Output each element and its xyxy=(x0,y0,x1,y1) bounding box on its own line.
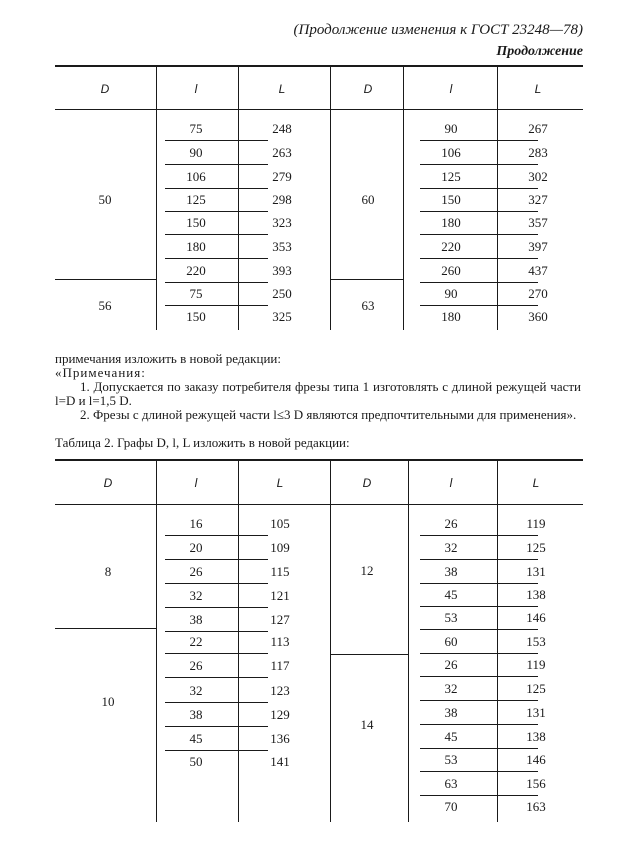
row-rule xyxy=(165,164,268,165)
length-l-cell: 60 xyxy=(444,634,458,649)
length-l-cell: 180 xyxy=(441,215,461,230)
length-L-cell: 123 xyxy=(270,683,290,698)
table-header-rule xyxy=(55,109,583,110)
text-notes-heading: «Примечания: xyxy=(55,365,146,380)
row-rule xyxy=(420,234,538,235)
row-rule xyxy=(420,724,538,725)
row-rule xyxy=(420,629,538,630)
length-l-cell: 32 xyxy=(189,683,203,698)
row-rule xyxy=(165,258,268,259)
length-L-cell: 113 xyxy=(270,634,290,649)
length-l-cell: 180 xyxy=(441,309,461,324)
row-rule xyxy=(165,188,268,189)
length-L-cell: 115 xyxy=(270,564,290,579)
length-L-cell: 127 xyxy=(270,612,290,627)
row-rule xyxy=(420,305,538,306)
column-divider xyxy=(497,65,498,330)
column-header: L xyxy=(278,82,286,96)
row-rule xyxy=(165,702,268,703)
row-rule xyxy=(420,748,538,749)
length-L-cell: 298 xyxy=(272,192,292,207)
length-l-cell: 26 xyxy=(444,657,458,672)
length-L-cell: 131 xyxy=(526,564,546,579)
diameter-cell: 50 xyxy=(98,192,112,207)
length-l-cell: 32 xyxy=(189,588,203,603)
row-rule xyxy=(165,535,268,536)
table-top-rule xyxy=(55,459,583,461)
column-divider xyxy=(156,459,157,822)
length-l-cell: 38 xyxy=(444,564,458,579)
note-1: 1. Допускается по заказу потребителя фрезы типа 1 изготовлять с длиной режущей части l=D и l=1,5 D. xyxy=(55,379,581,408)
row-rule xyxy=(165,631,268,632)
length-l-cell: 125 xyxy=(186,192,206,207)
diameter-cell: 10 xyxy=(101,694,115,709)
column-divider xyxy=(497,459,498,822)
row-rule xyxy=(420,559,538,560)
length-l-cell: 150 xyxy=(186,309,206,324)
length-L-cell: 302 xyxy=(528,169,548,184)
length-L-cell: 125 xyxy=(526,540,546,555)
column-header: L xyxy=(534,82,542,96)
column-header: D xyxy=(103,476,113,490)
length-l-cell: 70 xyxy=(444,799,458,814)
row-rule xyxy=(165,305,268,306)
length-L-cell: 325 xyxy=(272,309,292,324)
text-table2-intro: Таблица 2. Графы D, l, L изложить в новой редакции: xyxy=(55,435,350,450)
length-L-cell: 125 xyxy=(526,681,546,696)
column-header: L xyxy=(532,476,540,490)
length-L-cell: 138 xyxy=(526,729,546,744)
length-L-cell: 263 xyxy=(272,145,292,160)
length-L-cell: 141 xyxy=(270,754,290,769)
diameter-cell: 60 xyxy=(361,192,375,207)
length-L-cell: 163 xyxy=(526,799,546,814)
row-rule xyxy=(420,795,538,796)
length-L-cell: 248 xyxy=(272,121,292,136)
length-L-cell: 153 xyxy=(526,634,546,649)
column-divider xyxy=(403,65,404,330)
length-l-cell: 38 xyxy=(444,705,458,720)
row-rule xyxy=(420,164,538,165)
table-header-rule xyxy=(55,504,583,505)
column-divider xyxy=(330,65,331,330)
row-rule xyxy=(420,700,538,701)
length-L-cell: 267 xyxy=(528,121,548,136)
length-l-cell: 26 xyxy=(189,564,203,579)
diameter-cell: 12 xyxy=(360,563,374,578)
row-rule xyxy=(165,140,268,141)
row-rule xyxy=(420,676,538,677)
row-rule xyxy=(420,583,538,584)
row-rule xyxy=(420,258,538,259)
column-header: D xyxy=(362,476,372,490)
length-L-cell: 119 xyxy=(526,516,546,531)
length-L-cell: 270 xyxy=(528,286,548,301)
column-header: D xyxy=(363,82,373,96)
length-L-cell: 327 xyxy=(528,192,548,207)
column-header: L xyxy=(276,476,284,490)
length-L-cell: 146 xyxy=(526,752,546,767)
diameter-cell: 8 xyxy=(104,564,112,579)
length-l-cell: 53 xyxy=(444,610,458,625)
length-L-cell: 156 xyxy=(526,776,546,791)
length-l-cell: 22 xyxy=(189,634,203,649)
column-header: l xyxy=(449,476,453,490)
length-l-cell: 26 xyxy=(444,516,458,531)
length-l-cell: 106 xyxy=(441,145,461,160)
row-rule xyxy=(165,234,268,235)
column-divider xyxy=(238,65,239,330)
length-L-cell: 323 xyxy=(272,215,292,230)
length-L-cell: 117 xyxy=(270,658,290,673)
length-l-cell: 260 xyxy=(441,263,461,278)
length-l-cell: 150 xyxy=(441,192,461,207)
length-l-cell: 90 xyxy=(444,286,458,301)
length-l-cell: 125 xyxy=(441,169,461,184)
length-L-cell: 138 xyxy=(526,587,546,602)
row-rule xyxy=(165,559,268,560)
row-rule xyxy=(420,211,538,212)
length-l-cell: 75 xyxy=(189,286,203,301)
row-rule xyxy=(165,750,268,751)
length-l-cell: 50 xyxy=(189,754,203,769)
row-rule xyxy=(165,653,268,654)
diameter-cell: 63 xyxy=(361,297,375,313)
length-L-cell: 136 xyxy=(270,731,290,746)
diameter-cell: 14 xyxy=(360,716,374,732)
length-L-cell: 283 xyxy=(528,145,548,160)
length-L-cell: 279 xyxy=(272,169,292,184)
row-rule xyxy=(420,188,538,189)
length-l-cell: 32 xyxy=(444,540,458,555)
row-rule xyxy=(420,653,538,654)
column-divider xyxy=(330,459,331,822)
length-l-cell: 106 xyxy=(186,169,206,184)
length-l-cell: 90 xyxy=(444,121,458,136)
length-L-cell: 360 xyxy=(528,309,548,324)
group-rule xyxy=(55,628,156,629)
page-header-title: (Продолжение изменения к ГОСТ 23248—78) xyxy=(293,22,583,38)
column-header: l xyxy=(194,476,198,490)
length-l-cell: 75 xyxy=(189,121,203,136)
continuation-label: Продолжение xyxy=(496,44,583,59)
group-rule xyxy=(55,279,156,280)
length-L-cell: 121 xyxy=(270,588,290,603)
table-top-rule xyxy=(55,65,583,67)
length-l-cell: 45 xyxy=(189,731,203,746)
length-l-cell: 38 xyxy=(189,707,203,722)
length-l-cell: 180 xyxy=(186,239,206,254)
length-l-cell: 220 xyxy=(441,239,461,254)
length-l-cell: 32 xyxy=(444,681,458,696)
length-L-cell: 437 xyxy=(528,263,548,278)
length-l-cell: 53 xyxy=(444,752,458,767)
column-divider xyxy=(156,65,157,330)
length-L-cell: 109 xyxy=(270,540,290,555)
length-l-cell: 38 xyxy=(189,612,203,627)
row-rule xyxy=(420,282,538,283)
length-L-cell: 131 xyxy=(526,705,546,720)
length-L-cell: 105 xyxy=(270,516,290,531)
length-l-cell: 90 xyxy=(189,145,203,160)
row-rule xyxy=(165,677,268,678)
row-rule xyxy=(165,607,268,608)
length-l-cell: 63 xyxy=(444,776,458,791)
length-l-cell: 26 xyxy=(189,658,203,673)
length-l-cell: 150 xyxy=(186,215,206,230)
column-header: l xyxy=(449,82,453,96)
length-l-cell: 220 xyxy=(186,263,206,278)
row-rule xyxy=(420,771,538,772)
row-rule xyxy=(420,606,538,607)
length-L-cell: 119 xyxy=(526,657,546,672)
row-rule xyxy=(420,535,538,536)
group-rule xyxy=(330,654,408,655)
row-rule xyxy=(165,583,268,584)
length-L-cell: 129 xyxy=(270,707,290,722)
row-rule xyxy=(165,726,268,727)
column-header: D xyxy=(100,82,110,96)
length-L-cell: 357 xyxy=(528,215,548,230)
length-L-cell: 393 xyxy=(272,263,292,278)
length-l-cell: 45 xyxy=(444,587,458,602)
row-rule xyxy=(165,282,268,283)
note-2: 2. Фрезы с длиной режущей части l≤3 D являются предпочтительными для применения». xyxy=(80,407,577,422)
length-L-cell: 250 xyxy=(272,286,292,301)
column-header: l xyxy=(194,82,198,96)
length-L-cell: 353 xyxy=(272,239,292,254)
group-rule xyxy=(330,279,403,280)
column-divider xyxy=(238,459,239,822)
row-rule xyxy=(165,211,268,212)
row-rule xyxy=(420,140,538,141)
text-line-1: примечания изложить в новой редакции: xyxy=(55,351,281,366)
column-divider xyxy=(408,459,409,822)
length-L-cell: 397 xyxy=(528,239,548,254)
length-L-cell: 146 xyxy=(526,610,546,625)
length-l-cell: 16 xyxy=(189,516,203,531)
length-l-cell: 20 xyxy=(189,540,203,555)
diameter-cell: 56 xyxy=(98,297,112,313)
length-l-cell: 45 xyxy=(444,729,458,744)
